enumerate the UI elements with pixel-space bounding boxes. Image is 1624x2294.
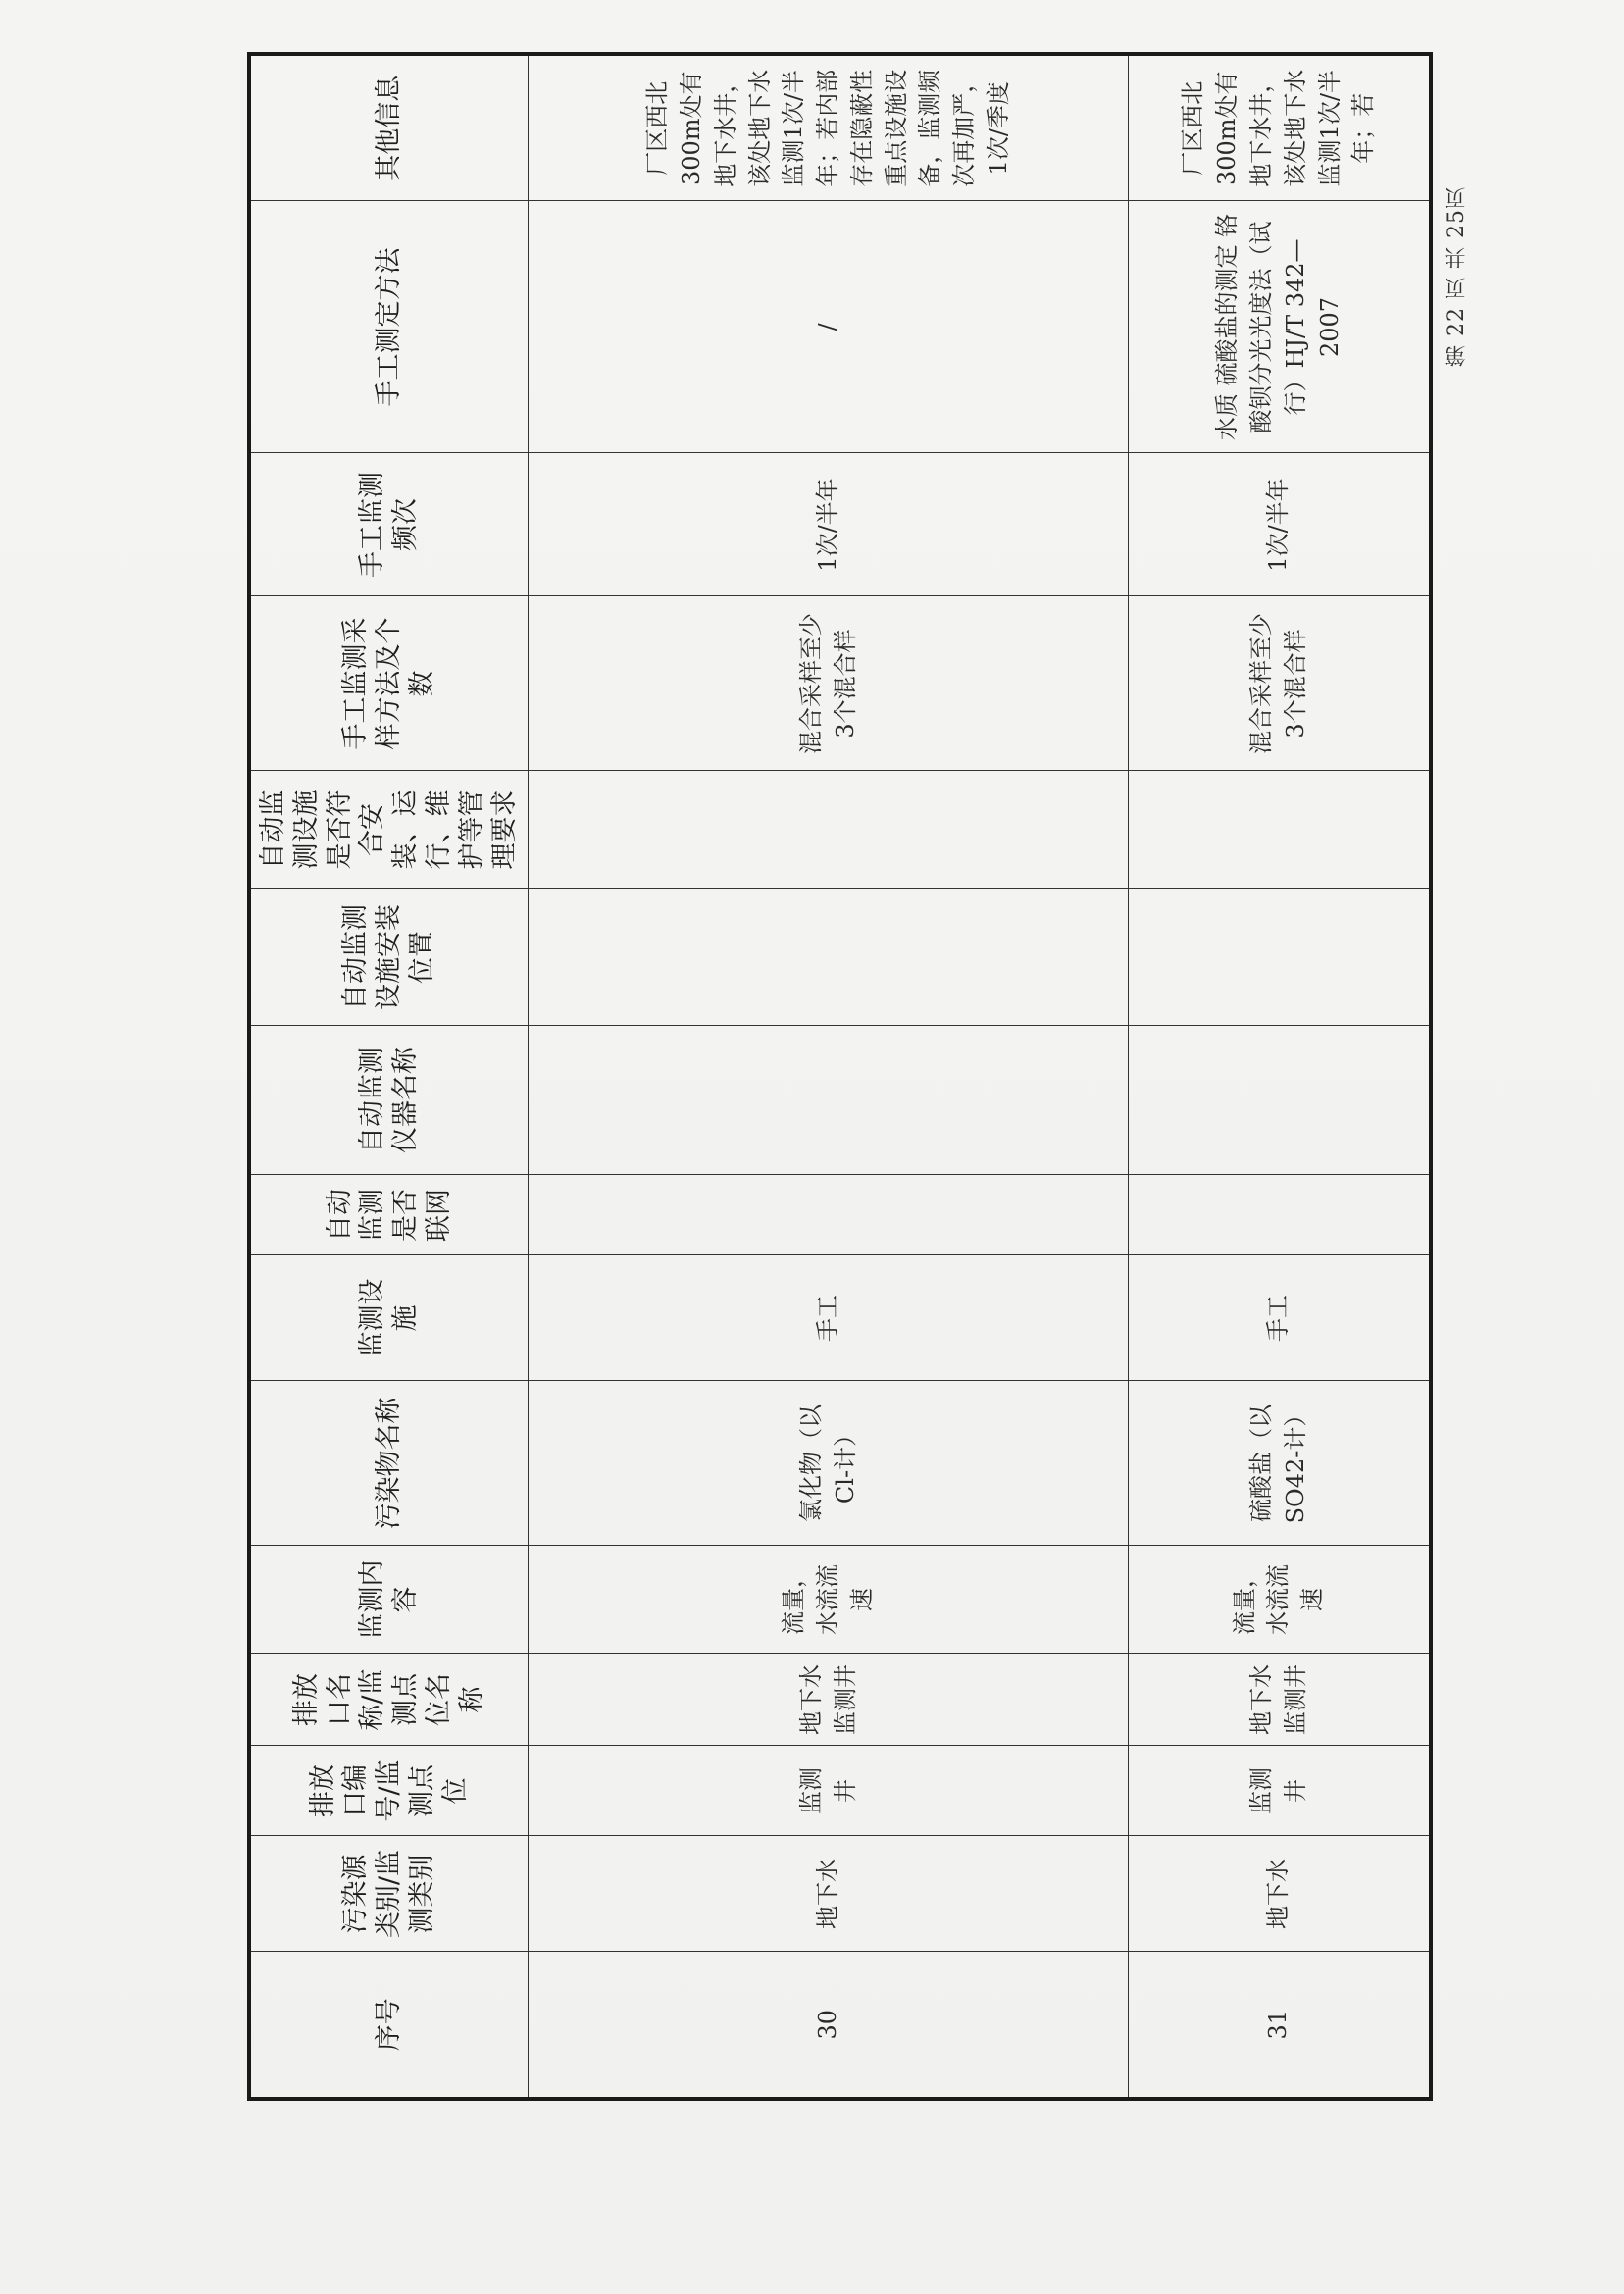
- auto-location-cell: [1129, 889, 1431, 1026]
- facility-cell: 手工: [1129, 1255, 1431, 1381]
- page-number: 第 22 页 共 25页: [1445, 186, 1469, 367]
- header-cell: 手工监测频次: [249, 453, 529, 596]
- outlet-code-cell: 监测井: [529, 1746, 1129, 1836]
- other-info-cell: 厂区西北300m处有地下水井，该处地下水监测1次/半年；若内部存在隐蔽性重点设施设备，监测频次再加严，1次/季度: [529, 54, 1129, 201]
- frequency-cell: 1次/半年: [1129, 453, 1431, 596]
- header-cell: 手工测定方法: [249, 201, 529, 453]
- sampling-cell: 混合采样至少3个混合样: [1129, 596, 1431, 771]
- header-cell: 监测内容: [249, 1546, 529, 1654]
- header-cell: 序号: [249, 1952, 529, 2099]
- header-cell: 手工监测采样方法及个数: [249, 596, 529, 771]
- outlet-name-cell: 地下水监测井: [529, 1654, 1129, 1746]
- frequency-cell: 1次/半年: [529, 453, 1129, 596]
- other-info-cell: 厂区西北300m处有地下水井，该处地下水监测1次/半年；若: [1129, 54, 1431, 201]
- outlet-code-cell: 监测井: [1129, 1746, 1431, 1836]
- method-cell: 水质 硫酸盐的测定 铬酸钡分光光度法（试行）HJ/T 342—2007: [1129, 201, 1431, 453]
- pollutant-cell: 硫酸盐（以SO42-计）: [1129, 1381, 1431, 1546]
- seq-cell: 31: [1129, 1952, 1431, 2099]
- table-row: [1129, 54, 1431, 2099]
- auto-network-cell: [1129, 1175, 1431, 1255]
- auto-compliance-cell: [1129, 771, 1431, 889]
- auto-instrument-cell: [1129, 1026, 1431, 1175]
- header-cell: 其他信息: [249, 54, 529, 201]
- header-cell: 自动监测是否联网: [249, 1175, 529, 1255]
- auto-location-cell: [529, 889, 1129, 1026]
- header-cell: 自动监测设施安装位置: [249, 889, 529, 1026]
- header-cell: 排放口编号/监测点位: [249, 1746, 529, 1836]
- auto-compliance-cell: [529, 771, 1129, 889]
- auto-instrument-cell: [529, 1026, 1129, 1175]
- table-row: [529, 54, 1129, 2099]
- header-cell: 污染源类别/监测类别: [249, 1836, 529, 1952]
- auto-network-cell: [529, 1175, 1129, 1255]
- method-cell: /: [529, 201, 1129, 453]
- category-cell: 地下水: [529, 1836, 1129, 1952]
- header-cell: 排放口名称/监测点位名称: [249, 1654, 529, 1746]
- header-cell: 自动监测设施是否符合安装、运行、维护等管理要求: [249, 771, 529, 889]
- rotated-table-container: [247, 69, 1378, 2101]
- content-cell: 流量，水流流速: [529, 1546, 1129, 1654]
- content-cell: 流量，水流流速: [1129, 1546, 1431, 1654]
- facility-cell: 手工: [529, 1255, 1129, 1381]
- header-row: [249, 54, 529, 2099]
- header-cell: 监测设施: [249, 1255, 529, 1381]
- header-cell: 自动监测仪器名称: [249, 1026, 529, 1175]
- sampling-cell: 混合采样至少3个混合样: [529, 596, 1129, 771]
- pollutant-cell: 氯化物（以Cl-计）: [529, 1381, 1129, 1546]
- header-cell: 污染物名称: [249, 1381, 529, 1546]
- monitoring-table: [247, 52, 1433, 2101]
- category-cell: 地下水: [1129, 1836, 1431, 1952]
- outlet-name-cell: 地下水监测井: [1129, 1654, 1431, 1746]
- seq-cell: 30: [529, 1952, 1129, 2099]
